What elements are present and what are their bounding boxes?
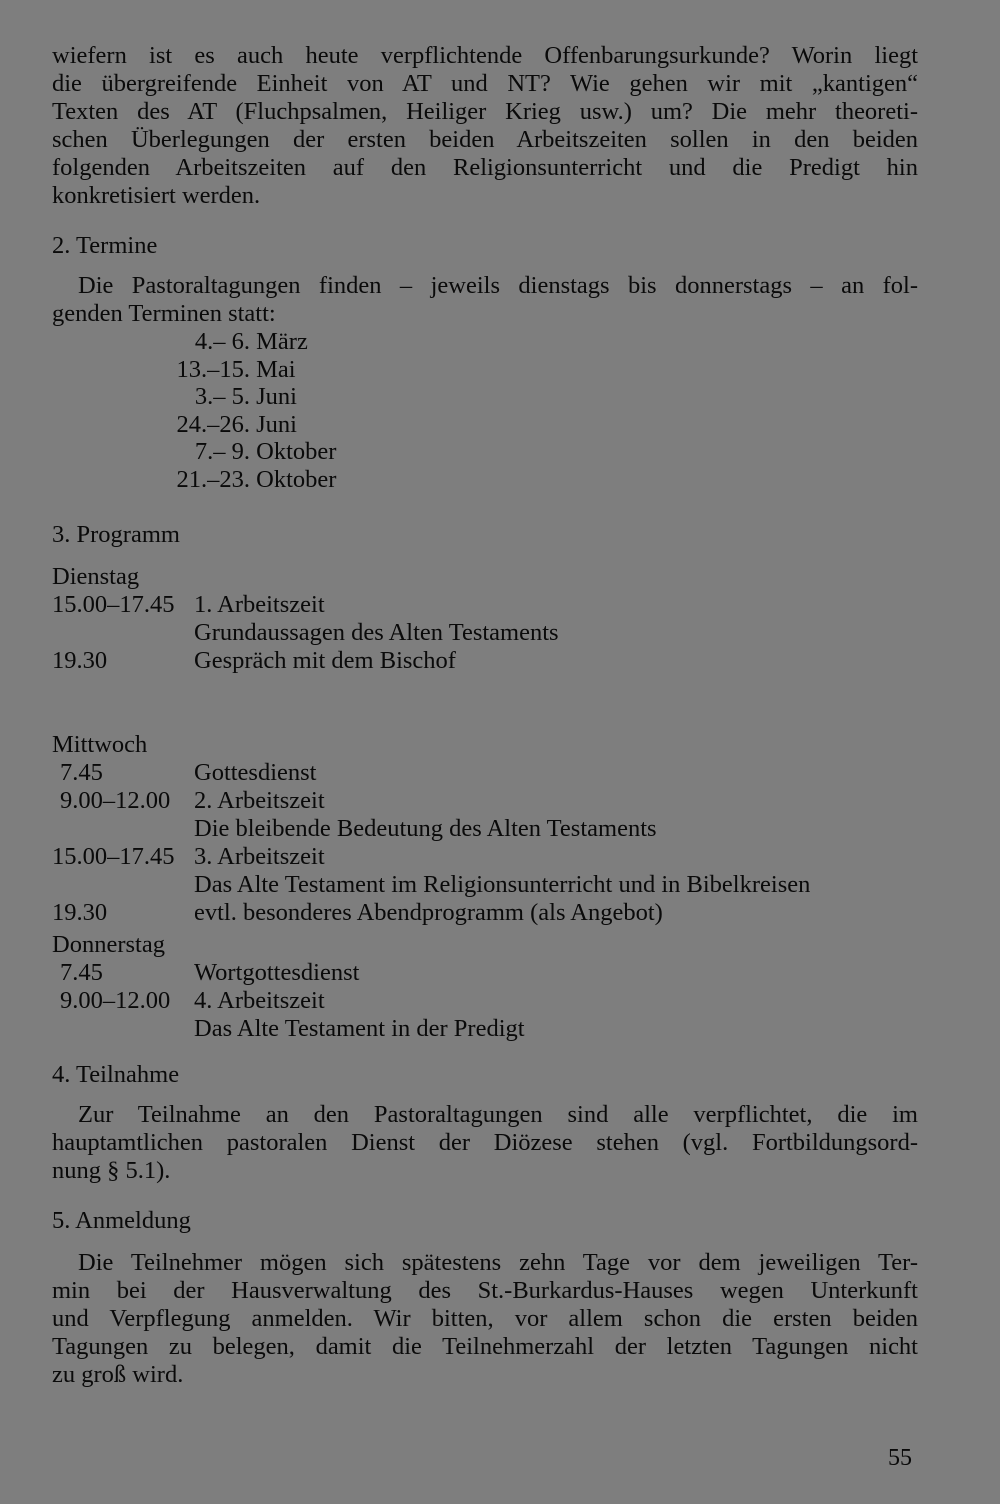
date-days: 13.–15. (176, 355, 250, 383)
teilnahme-line: nung § 5.1). (52, 1157, 171, 1184)
schedule-dienstag (52, 563, 918, 675)
schedule-text: Das Alte Testament in der Predigt (194, 1015, 525, 1042)
section-heading-anmeldung: 5. Anmeldung (52, 1207, 191, 1234)
schedule-text: evtl. besonderes Abendprogramm (als Angebot) (194, 899, 663, 926)
anmeldung-paragraph (52, 1249, 918, 1389)
schedule-row (52, 871, 918, 899)
teilnahme-line: hauptamtlichen pastoralen Dienst der Diözese stehen (vgl. Fortbildungsord- (52, 1129, 918, 1156)
schedule-donnerstag (52, 931, 918, 1043)
schedule-text: Das Alte Testament im Religionsunterricht und in Bibelkreisen (194, 871, 811, 898)
schedule-time: 9.00–12.00 (60, 787, 171, 814)
schedule-time: 15.00–17.45 (52, 591, 175, 618)
schedule-text: Die bleibende Bedeutung des Alten Testaments (194, 815, 657, 842)
schedule-time: 7.45 (60, 959, 103, 986)
termine-paragraph (52, 272, 918, 300)
schedule-row (52, 759, 918, 787)
intro-line: folgenden Arbeitszeiten auf den Religionsunterricht und die Predigt hin (52, 154, 918, 181)
anmeldung-line: und Verpflegung anmelden. Wir bitten, vor allem schon die ersten beiden (52, 1305, 918, 1332)
dates-list (172, 328, 918, 493)
anmeldung-line: zu groß wird. (52, 1361, 184, 1388)
schedule-time: 9.00–12.00 (60, 987, 171, 1014)
date-row (172, 328, 918, 356)
schedule-row (52, 899, 918, 927)
schedule-text: 3. Arbeitszeit (194, 843, 325, 870)
section-heading-termine: 2. Termine (52, 232, 158, 259)
anmeldung-line: Die Teilnehmer mögen sich spätestens zehn Tage vor dem jeweiligen Ter- (78, 1249, 918, 1276)
date-row (172, 466, 918, 494)
date-days: 21.–23. (176, 465, 250, 493)
schedule-row (52, 815, 918, 843)
date-month: Mai (256, 355, 296, 383)
date-days: 24.–26. (176, 410, 250, 438)
date-days: 3.– 5. (194, 383, 250, 410)
schedule-row (52, 591, 918, 619)
date-row (172, 438, 918, 466)
schedule-text: Gespräch mit dem Bischof (194, 647, 456, 674)
schedule-text: 2. Arbeitszeit (194, 787, 325, 814)
intro-line: Texten des AT (Fluchpsalmen, Heiliger Krieg usw.) um? Die mehr theoreti- (52, 98, 918, 125)
schedule-row (52, 647, 918, 675)
day-label: Dienstag (52, 563, 140, 590)
date-row (172, 383, 918, 411)
anmeldung-line: min bei der Hausverwaltung des St.-Burkardus-Hauses wegen Unterkunft (52, 1277, 918, 1304)
intro-line: die übergreifende Einheit von AT und NT? Wie gehen wir mit „kantigen“ (52, 70, 918, 97)
schedule-time (52, 871, 194, 899)
schedule-row (52, 1015, 918, 1043)
schedule-text: 1. Arbeitszeit (194, 591, 325, 618)
schedule-row (52, 787, 918, 815)
date-row (172, 356, 918, 384)
anmeldung-line: Tagungen zu belegen, damit die Teilnehmerzahl der letzten Tagungen nicht (52, 1333, 918, 1360)
document-page (52, 42, 918, 1389)
schedule-time: 19.30 (52, 899, 108, 926)
schedule-text: Grundaussagen des Alten Testaments (194, 619, 559, 646)
intro-paragraph (52, 42, 918, 210)
intro-line: wiefern ist es auch heute verpflichtende Offenbarungsurkunde? Worin liegt (52, 42, 918, 69)
schedule-mittwoch (52, 731, 918, 927)
schedule-row (52, 843, 918, 871)
day-label: Donnerstag (52, 931, 165, 958)
termine-line: Die Pastoraltagungen finden – jeweils dienstags bis donnerstags – an fol- (78, 272, 918, 299)
date-month: März (256, 328, 308, 355)
intro-line: konkretisiert werden. (52, 182, 261, 209)
schedule-text: Wortgottesdienst (194, 959, 360, 986)
teilnahme-line: Zur Teilnahme an den Pastoraltagungen sind alle verpflichtet, die im (78, 1101, 918, 1128)
section-heading-programm: 3. Programm (52, 521, 180, 548)
section-heading-teilnahme: 4. Teilnahme (52, 1061, 180, 1088)
date-days: 4.– 6. (194, 328, 250, 355)
date-month: Juni (256, 383, 297, 410)
page-number: 55 (888, 1445, 912, 1471)
date-month: Juni (256, 410, 297, 438)
schedule-time: 15.00–17.45 (52, 843, 175, 870)
day-label: Mittwoch (52, 731, 148, 758)
intro-line: schen Überlegungen der ersten beiden Arbeitszeiten sollen in den beiden (52, 126, 918, 153)
date-row (172, 411, 918, 439)
schedule-text: 4. Arbeitszeit (194, 987, 325, 1014)
schedule-time: 7.45 (60, 759, 103, 786)
schedule-text: Gottesdienst (194, 759, 317, 786)
termine-line: genden Terminen statt: (52, 300, 276, 327)
schedule-row (52, 987, 918, 1015)
date-month: Oktober (256, 438, 337, 465)
schedule-time (52, 1015, 194, 1043)
schedule-time: 19.30 (52, 647, 108, 674)
date-days: 7.– 9. (194, 438, 250, 465)
schedule-time (52, 619, 194, 647)
teilnahme-paragraph (52, 1101, 918, 1185)
schedule-row (52, 619, 918, 647)
date-month: Oktober (256, 465, 337, 493)
schedule-row (52, 959, 918, 987)
schedule-time (52, 815, 194, 843)
